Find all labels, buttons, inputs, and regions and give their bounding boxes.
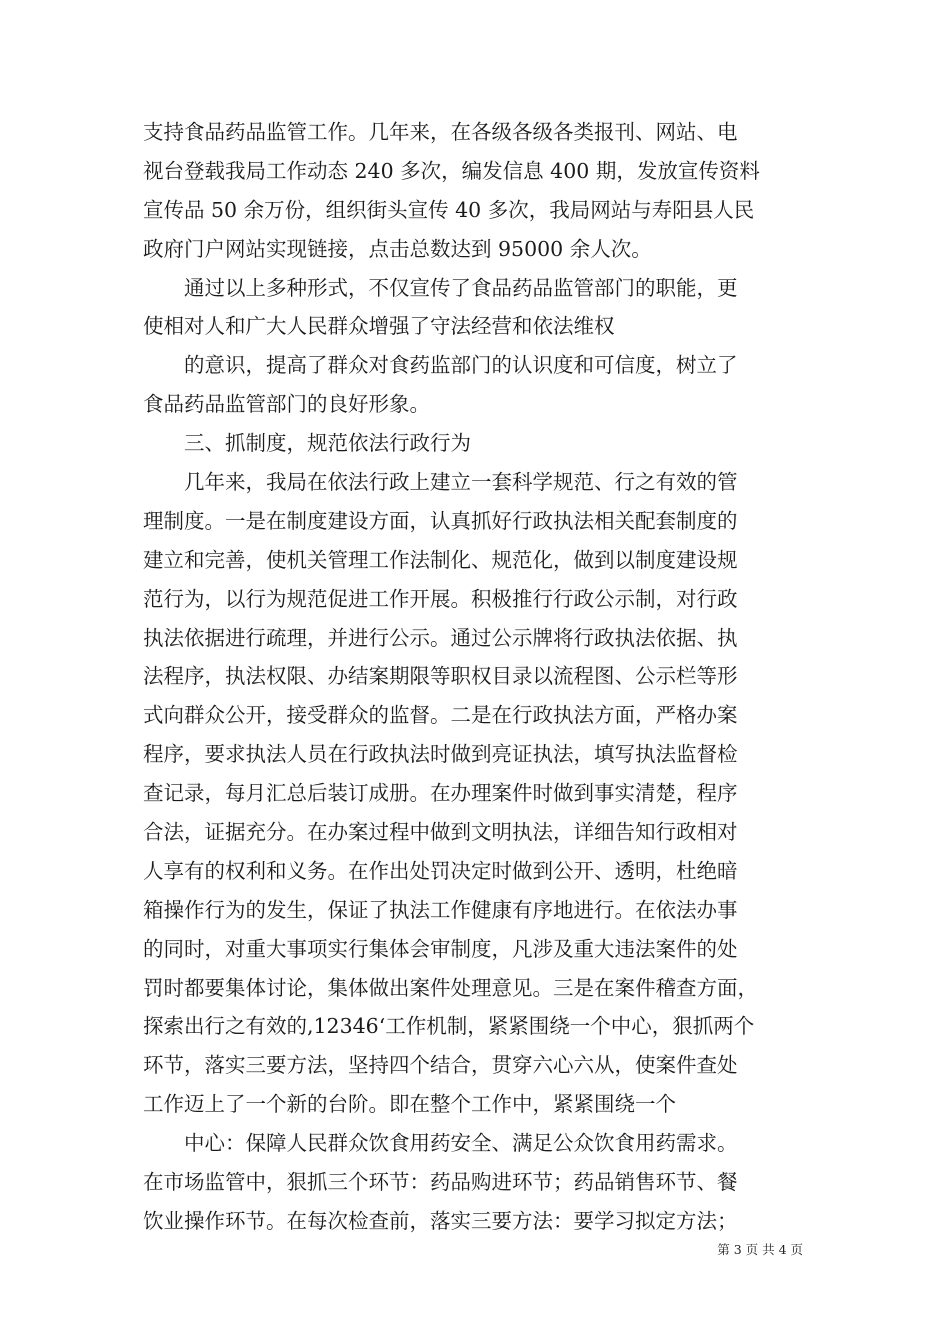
text-line: 饮业操作环节。在每次检查前，落实三要方法：要学习拟定方法； — [143, 1208, 738, 1233]
text-line: 使相对人和广大人民群众增强了守法经营和依法维权 — [143, 314, 615, 339]
text-line: 几年来，我局在依法行政上建立一套科学规范、行之有效的管 — [184, 470, 738, 495]
text-line: 罚时都要集体讨论，集体做出案件处理意见。三是在案件稽查方面， — [143, 975, 758, 1000]
text-line: 探索出行之有效的,12346‘工作机制，紧紧围绕一个中心，狠抓两个 — [143, 1014, 755, 1039]
text-line: 理制度。一是在制度建设方面，认真抓好行政执法相关配套制度的 — [143, 508, 738, 533]
text-line: 三、抓制度，规范依法行政行为 — [184, 431, 471, 456]
text-line: 查记录，每月汇总后装订成册。在办理案件时做到事实清楚，程序 — [143, 781, 738, 806]
text-line: 工作迈上了一个新的台阶。即在整个工作中，紧紧围绕一个 — [143, 1092, 676, 1117]
text-line: 在市场监管中，狠抓三个环节：药品购进环节；药品销售环节、餐 — [143, 1170, 738, 1195]
text-line: 政府门户网站实现链接，点击总数达到 95000 余人次。 — [143, 236, 652, 261]
text-line: 通过以上多种形式，不仅宣传了食品药品监管部门的职能，更 — [184, 275, 738, 300]
text-line: 宣传品 50 余万份，组织街头宣传 40 多次，我局网站与寿阳县人民 — [143, 197, 755, 222]
text-line: 执法依据进行疏理，并进行公示。通过公示牌将行政执法依据、执 — [143, 625, 738, 650]
text-line: 支持食品药品监管工作。几年来，在各级各级各类报刊、网站、电 — [143, 120, 738, 144]
text-line: 箱操作行为的发生，保证了执法工作健康有序地进行。在依法办事 — [143, 897, 738, 922]
text-line: 范行为，以行为规范促进工作开展。积极推行行政公示制，对行政 — [143, 586, 738, 611]
text-line: 的意识，提高了群众对食药监部门的认识度和可信度，树立了 — [184, 353, 738, 378]
text-line: 合法，证据充分。在办案过程中做到文明执法，详细告知行政相对 — [143, 820, 738, 845]
text-line: 的同时，对重大事项实行集体会审制度，凡涉及重大违法案件的处 — [143, 936, 738, 961]
text-line: 食品药品监管部门的良好形象。 — [143, 392, 430, 417]
text-line: 式向群众公开，接受群众的监督。二是在行政执法方面，严格办案 — [143, 703, 738, 728]
text-line: 建立和完善，使机关管理工作法制化、规范化，做到以制度建设规 — [143, 547, 738, 572]
text-line: 视台登载我局工作动态 240 多次，编发信息 400 期，发放宣传资料 — [143, 158, 760, 183]
page-number-footer: 第 3 页 共 4 页 — [717, 1242, 803, 1257]
document-body — [143, 113, 811, 1241]
text-line: 法程序，执法权限、办结案期限等职权目录以流程图、公示栏等形 — [143, 664, 738, 689]
text-line: 中心：保障人民群众饮食用药安全、满足公众饮食用药需求。 — [184, 1131, 738, 1156]
text-line: 人享有的权利和义务。在作出处罚决定时做到公开、透明，杜绝暗 — [143, 858, 738, 883]
text-line: 环节，落实三要方法，坚持四个结合，贯穿六心六从，使案件查处 — [143, 1053, 738, 1078]
text-line: 程序，要求执法人员在行政执法时做到亮证执法，填写执法监督检 — [143, 742, 738, 767]
